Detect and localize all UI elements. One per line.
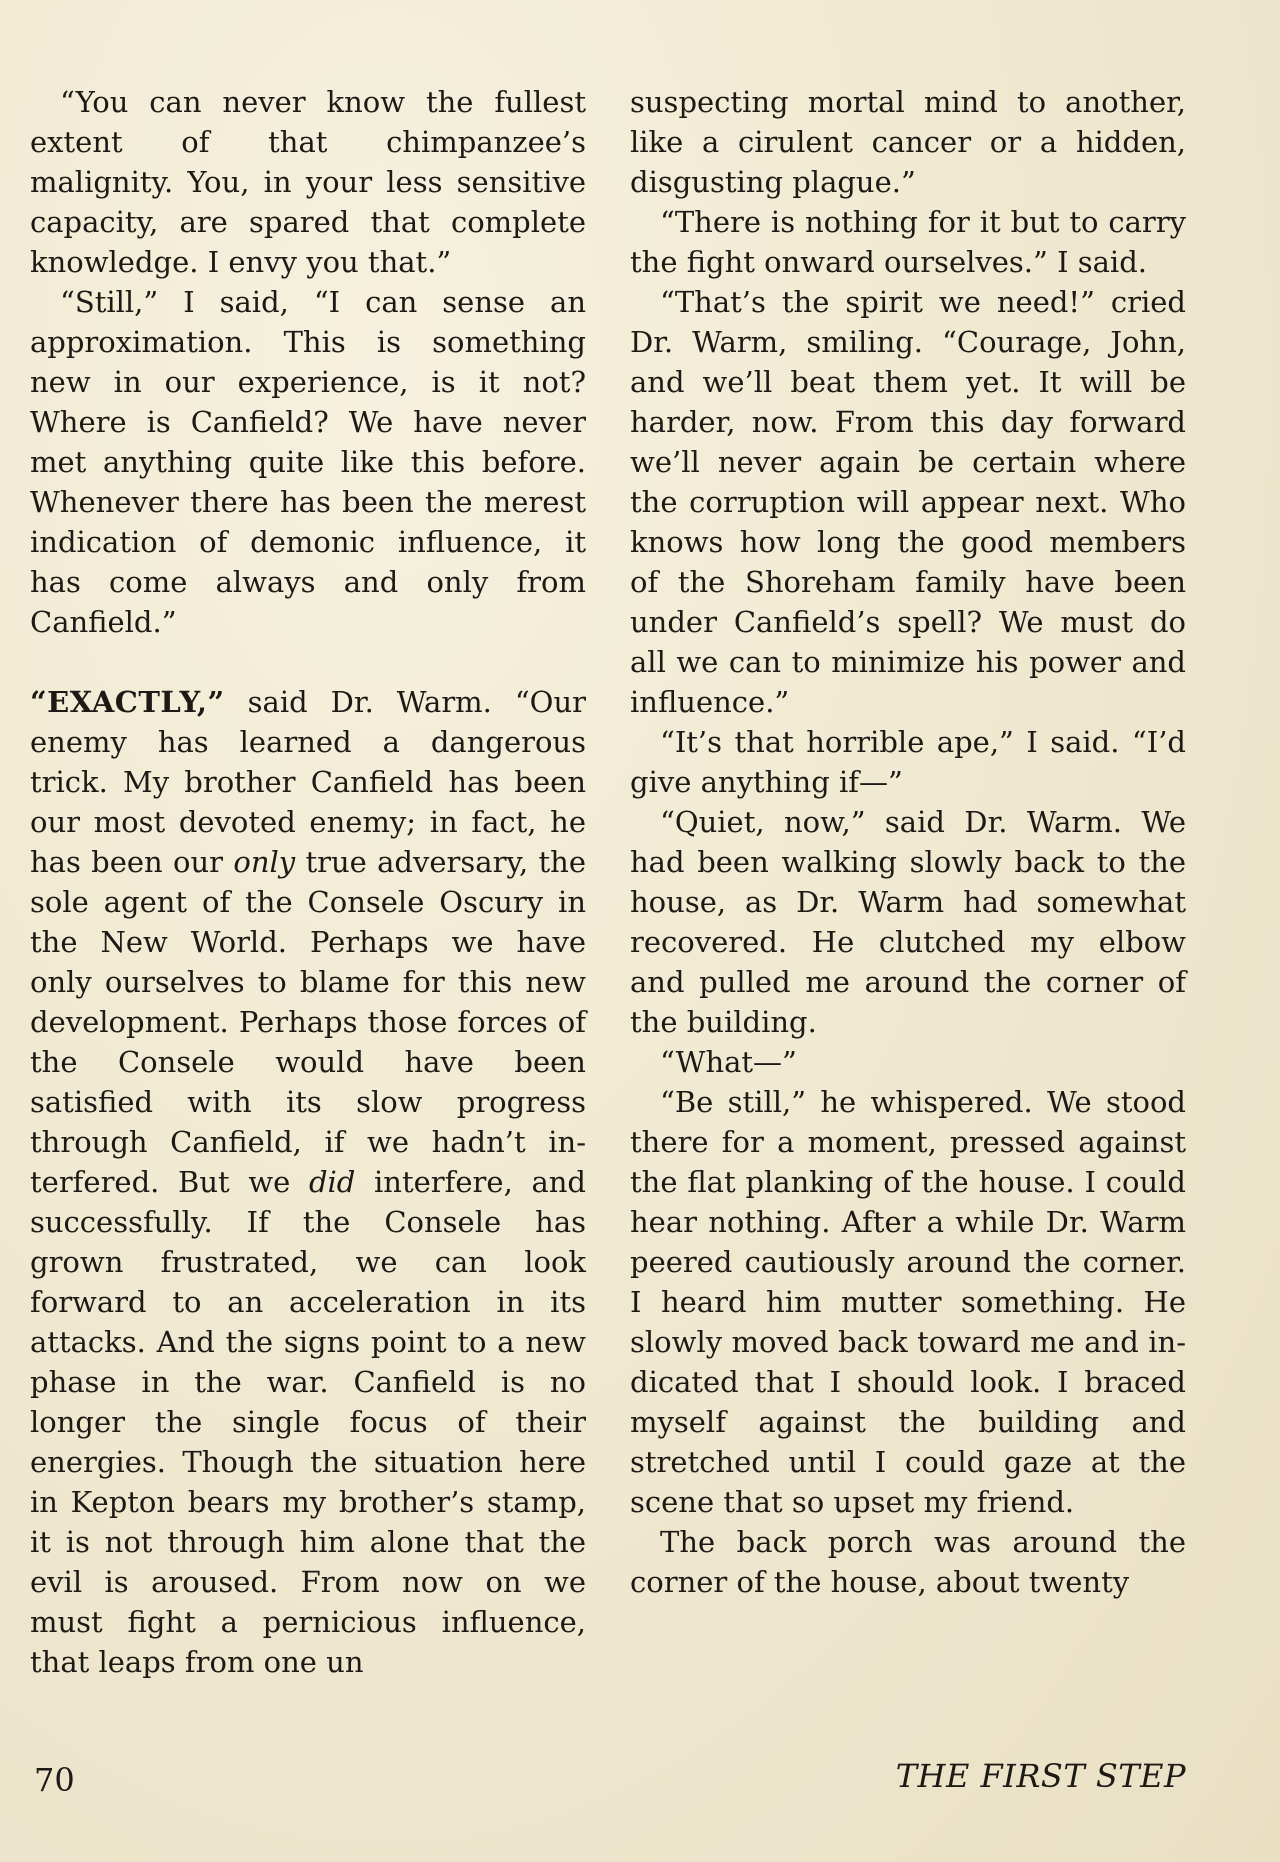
paragraph-section-start	[30, 682, 586, 1682]
paragraph: “Be still,” he whispered. We stood there for a moment, pressed against the flat planking of the house. I could hear nothing. After a while Dr. Warm peered cautiously around the corner. I heard him mutter something. He slowly moved back toward me and indicated that I should look. I braced myself against the building and stretched until I could gaze at the scene that so upset my friend.	[630, 1085, 1186, 1519]
paragraph: suspecting mortal mind to another, like a cirulent cancer or a hidden, disgusting plague.”	[630, 85, 1186, 199]
paragraph: “That’s the spirit we need!” cried Dr. Warm, smiling. “Courage, John, and we’ll beat them yet. It will be harder, now. From this day forward we’ll never again be certain where the corruption will appear next. Who knows how long the good members of the Shoreham family have been under Canfield’s spell? We must do all we can to minimize his power and influence.”	[630, 285, 1186, 719]
running-title: THE FIRST STEP	[895, 1757, 1186, 1795]
paragraph: “You can never know the fullest extent of that chimpanzee’s malignity. You, in your less sensitive capacity, are spared that complete knowledge. I envy you that.”	[30, 85, 586, 279]
paragraph: “There is nothing for it but to carry the fight onward ourselves.” I said.	[630, 205, 1186, 279]
text-run: interfere, and successfully. If the Consele has grown frustrated, we can look forward to an acceleration in its attacks. And the signs point to a new phase in the war. Canfield is no longer the single focus of their energies. Though the situation here in Kepton bears my brother’s stamp, it is not through him alone that the evil is aroused. From now on we must fight a pernicious influence, that leaps from one un	[30, 1165, 586, 1679]
page-number: 70	[34, 1761, 75, 1799]
left-column	[30, 82, 586, 1682]
lead-in-caps: “EXACTLY,”	[30, 685, 225, 719]
italic-emphasis: only	[233, 845, 296, 879]
paragraph: “Quiet, now,” said Dr. Warm. We had been walking slowly back to the house, as Dr. Warm had somewhat recovered. He clutched my elbow and pulled me around the corner of the building.	[630, 805, 1186, 1039]
paragraph: “Still,” I said, “I can sense an approximation. This is something new in our experience, is it not? Where is Canfield? We have never met anything quite like this before. Whenever there has been the merest indication of demonic influence, it has come always and only from Canfield.”	[30, 285, 586, 639]
italic-emphasis: did	[308, 1165, 356, 1199]
text-run: true adversary, the sole agent of the Consele Oscury in the New World. Perhaps we have only ourselves to blame for this new development. Perhaps those forces of the Consele would have been satisfied with its slow progress through Canfield, if we hadn’t interfered. But we	[30, 845, 586, 1199]
paragraph: “What—”	[660, 1045, 797, 1079]
right-column	[630, 82, 1186, 1602]
paragraph: “It’s that horrible ape,” I said. “I’d give anything if—”	[630, 725, 1186, 799]
paragraph: The back porch was around the corner of the house, about twenty	[630, 1525, 1186, 1599]
text-run: said Dr. Warm. “Our enemy has learned a dangerous trick. My brother Canfield has been our most devoted enemy; in fact, he has been our	[30, 685, 586, 879]
